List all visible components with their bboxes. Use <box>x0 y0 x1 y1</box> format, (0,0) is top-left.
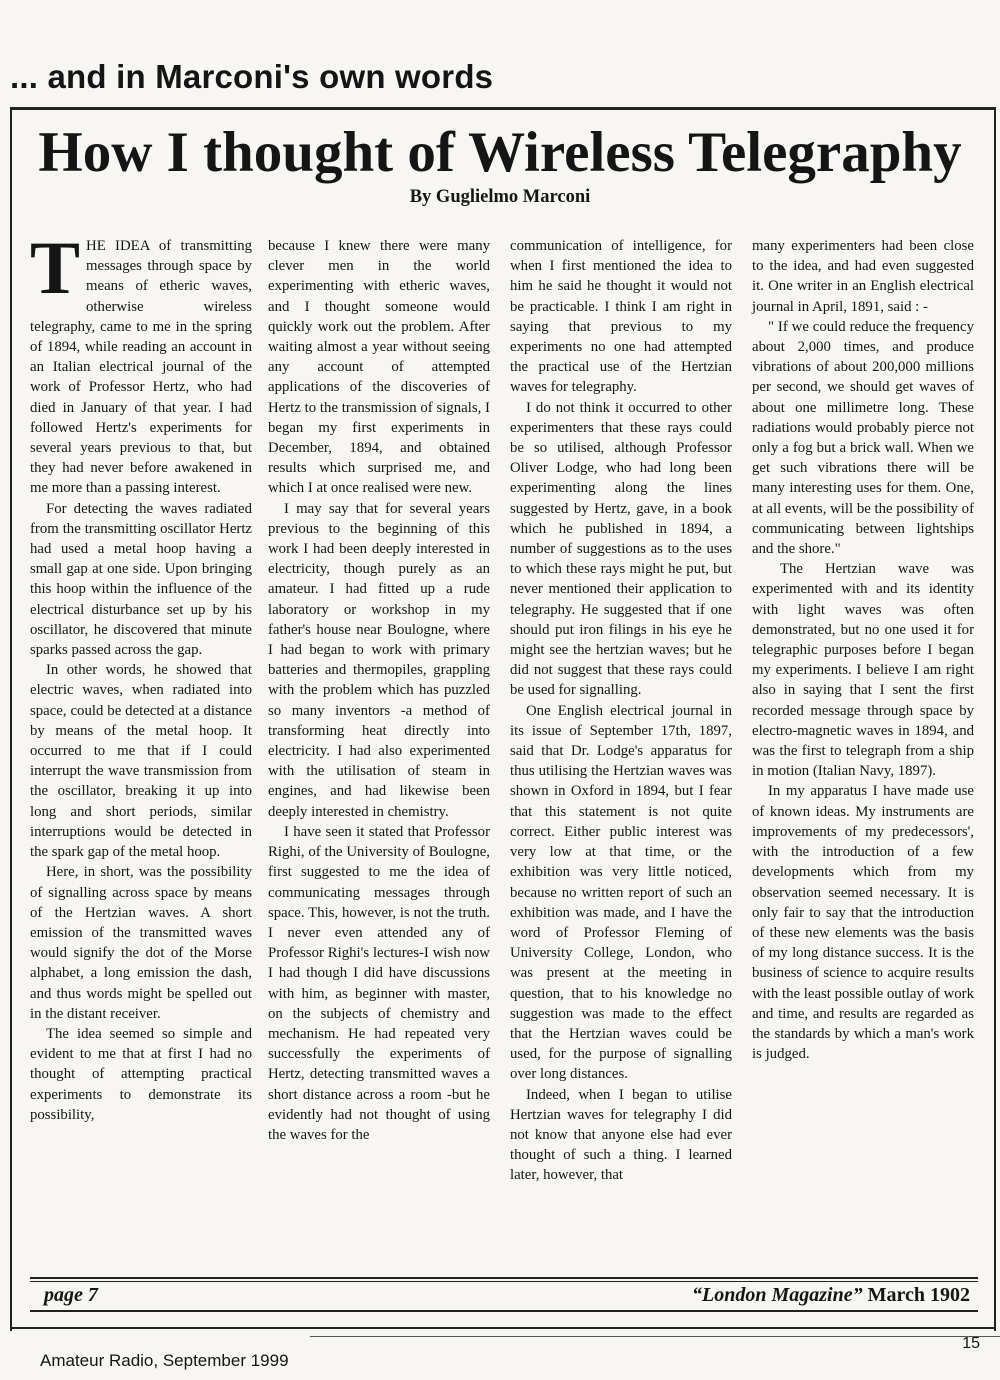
article-title: How I thought of Wireless Telegraphy <box>38 121 962 184</box>
paragraph: In other words, he showed that electric waves, when radiated into space, could be detected at a distance by means of the metal hoop. It occurred to me that if I could interrupt the wave transmission from the oscillator, breaking it up into long and short periods, similar interruptions would be detected in the spark gap of the metal hoop. <box>30 662 252 861</box>
paragraph: In my apparatus I have made use of known ideas. My instruments are improvements of my predecessors', with the introduction of a few developments which from my observation seemed necessary. It is only fair to say that the introduction of these new elements was the basis of my long distance success. It is the business of science to acquire results with the least possible outlay of work and time, and results are regarded as the standards by which a man's work is judged. <box>752 783 974 1063</box>
paragraph: because I knew there were many clever men in the world experimenting with etheric waves, and I thought someone would quickly work out the problem. After waiting almost a year without seeing any account of attempted applications of the discoveries of Hertz to the transmission of signals, I began my first experiments in December, 1894, and obtained results which surprised me, and which I at once realised were new. <box>268 238 490 497</box>
paragraph: I may say that for several years previous to the beginning of this work I had been deeply interested in electricity, though purely as an amateur. I had fitted up a rude laboratory or workshop in my father's house near Boulogne, where I had began to work with primary batteries and thermopiles, grappling with the problem which has puzzled so many inventors -a method of transforming heat directly into electricity. I had also experimented with the utilisation of steam in engines, and had likewise been deeply interested in chemistry. <box>268 500 490 820</box>
drop-cap: T <box>30 227 81 310</box>
paragraph: The Hertzian wave was experimented with and its identity with light waves was often demonstrated, but no one used it for telegraphic purposes before I began my experiments. I believe I am right also in saying that I sent the first recorded message through space by electro-magnetic waves in 1894, and was the first to telegraph from a ship in motion (Italian Navy, 1897). <box>752 561 974 780</box>
source-rule <box>30 1310 978 1312</box>
footer-rule <box>30 1277 978 1279</box>
page-number: 15 <box>962 1335 980 1352</box>
footer-rule-thin <box>30 1281 978 1282</box>
paragraph: I have seen it stated that Professor Righi, of the University of Boulogne, first suggested to me the idea of communicating messages through space. This, however, is not the truth. I never even attended any of Professor Righi's lectures-I wish now I had though I did have discussions with him, as beginner with master, on the subjects of chemistry and mechanism. He had repeated very successfully the experiments of Hertz, detecting transmitted waves a short distance across a room -but he evidently had not thought of using the waves for the <box>268 823 490 1143</box>
paragraph: communication of intelligence, for when I first mentioned the idea to him he said he thought it would not be practicable. I think I am right in saying that previous to my experiments no one had attempted the practical use of the Hertzian waves for telegraphy. <box>510 238 732 396</box>
source-citation <box>692 1284 970 1307</box>
paragraph: The idea seemed so simple and evident to me that at first I had no thought of attempting practical experiments to demonstrate its possibility, <box>30 1025 252 1123</box>
paragraph: For detecting the waves radiated from the transmitting oscillator Hertz had used a metal hoop having a small gap at one side. Upon bringing this hoop within the influence of the electrical disturbance set up by his oscillator, he discovered that minute sparks passed across the gap. <box>30 500 252 659</box>
paragraph: many experimenters had been close to the idea, and had even suggested it. One writer in an English electrical journal in April, 1891, said : - <box>752 238 974 315</box>
article-column-2 <box>268 236 490 1145</box>
paragraph: I do not think it occurred to other experimenters that these rays could be so utilised, although Professor Oliver Lodge, who had long been experimenting along the lines suggested by Hertz, gave, in a book which he published in 1894, a number of suggestions as to the uses to which these rays might he put, but never mentioned their application to telegraphy. He suggested that if one should put iron filings in his eye he might see the hertzian waves; but he did not suggest that these rays could be used for signalling. <box>510 399 732 699</box>
running-footer-rule <box>310 1336 1000 1337</box>
article-column-1 <box>30 227 252 1125</box>
byline: By Guglielmo Marconi <box>409 187 591 207</box>
source-magazine: “London Magazine” <box>692 1284 863 1306</box>
publication-name: Amateur Radio, September 1999 <box>40 1351 289 1370</box>
kicker-heading: ... and in Marconi's own words <box>10 58 494 95</box>
paragraph: Here, in short, was the possibility of signalling across space by means of the Hertzian waves. A short emission of the transmitted waves would signify the dot of the Morse alphabet, a long emission the dash, and thus words might be spelled out in the distant receiver. <box>30 864 252 1022</box>
paragraph: One English electrical journal in its issue of September 17th, 1897, said that Dr. Lodge's apparatus for thus utilising the Hertzian waves was shown in Oxford in 1894, but I fear that this statement is not quite correct. Either public interest was very low at that time, or the exhibition was very little noticed, because no written report of such an exhibition was made, and I have the word of Professor Fleming of University College, London, who was present at the meeting in question, that to his knowledge no suggestion was made to the effect that the Hertzian waves could be used, for the purpose of signalling over long distances. <box>510 702 732 1083</box>
quote-paragraph: " If we could reduce the frequency about 2,000 times, and produce vibrations of about 200,000 millions per second, we should get waves of about one millimetre long. These radiations would probably pierce not only a fog but a brick wall. When we get such vibrations there will be many interesting uses for them. One, at all events, will be the possibility of communicating between lightships and the shore." <box>752 318 974 558</box>
article-column-3 <box>510 236 732 1186</box>
paragraph: THE IDEA of transmitting messages through space by means of etheric waves, otherwise wireless telegraphy, came to me in the spring of 1894, while reading an account in an Italian electrical journal of the work of Professor Hertz, who had died in January of that year. I had followed Hertz's experiments for several years previous to that, but they had never before awakened in me more than a passing interest. <box>30 227 252 497</box>
article-frame-bottom <box>10 1327 996 1329</box>
paragraph: Indeed, when I began to utilise Hertzian waves for telegraphy I did not know that anyone else had ever thought of such a thing. I learned later, however, that <box>510 1086 732 1184</box>
source-date: March 1902 <box>867 1284 970 1306</box>
article-column-4 <box>752 236 974 1064</box>
page-reference: page 7 <box>44 1284 98 1306</box>
